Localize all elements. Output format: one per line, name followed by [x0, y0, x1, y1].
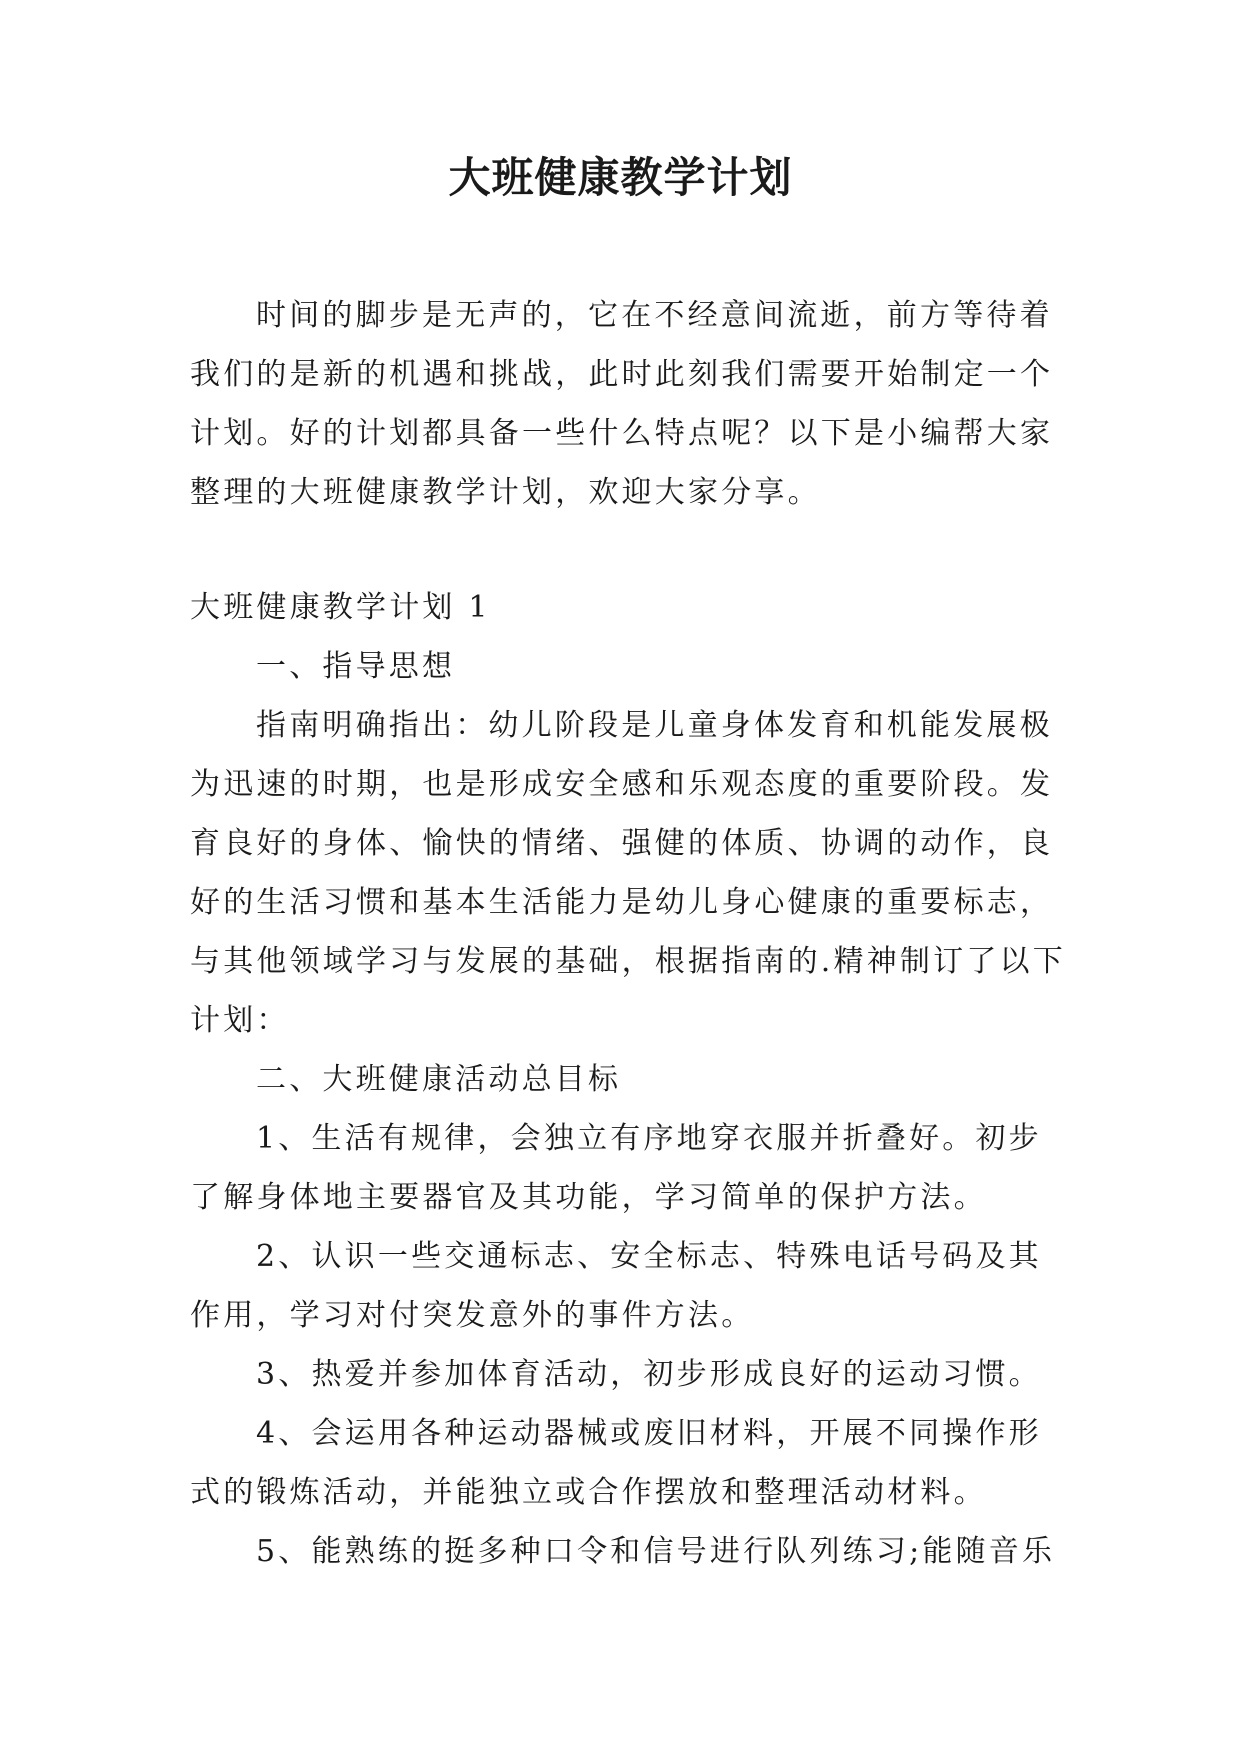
heading-guiding-ideology: 一、指导思想	[256, 649, 456, 684]
goal-item: 1、生活有规律，会独立有序地穿衣服并折叠好。初步了解身体地主要器官及其功能，学习简单的保护方法。	[190, 1121, 1042, 1215]
goal-item: 5、能熟练的挺多种口令和信号进行队列练习;能随音乐	[256, 1534, 1056, 1569]
document-title: 大班健康教学计划	[448, 153, 793, 202]
goal-item: 4、会运用各种运动器械或废旧材料，开展不同操作形式的锻炼活动，并能独立或合作摆放和整理活动材料。	[190, 1416, 1042, 1510]
heading-overall-goals: 二、大班健康活动总目标	[256, 1062, 622, 1097]
goal-item: 2、认识一些交通标志、安全标志、特殊电话号码及其作用，学习对付突发意外的事件方法。	[190, 1239, 1042, 1333]
intro-paragraph: 时间的脚步是无声的，它在不经意间流逝，前方等待着我们的是新的机遇和挑战，此时此刻我们需要开始制定一个计划。好的计划都具备一些什么特点呢？以下是小编帮大家整理的大班健康教学计划，欢迎大家分享。	[190, 298, 1054, 510]
plan-section	[190, 578, 1070, 1581]
paragraph-guiding-ideology: 指南明确指出：幼儿阶段是儿童身体发育和机能发展极为迅速的时期，也是形成安全感和乐观态度的重要阶段。发育良好的身体、愉快的情绪、强健的体质、协调的动作，良好的生活习惯和基本生活能力是幼儿身心健康的重要标志，与其他领域学习与发展的基础，根据指南的.精神制订了以下计划：	[190, 708, 1066, 1038]
goal-item: 3、热爱并参加体育活动，初步形成良好的运动习惯。	[256, 1357, 1042, 1392]
section-title: 大班健康教学计划 1	[190, 590, 491, 625]
